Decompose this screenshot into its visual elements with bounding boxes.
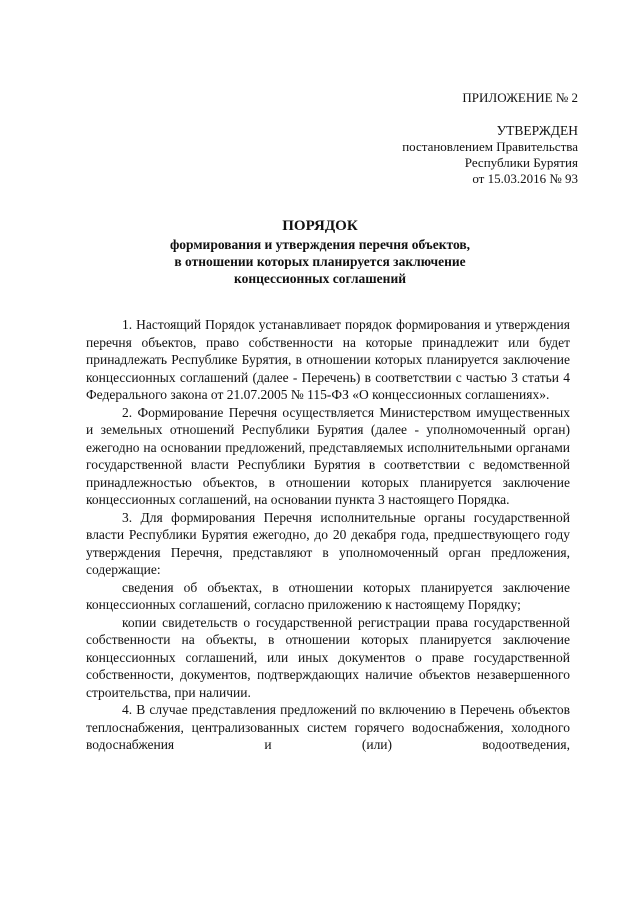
document-title bbox=[0, 218, 640, 287]
approval-stamp bbox=[402, 123, 578, 187]
title-line-3: концессионных соглашений bbox=[233, 271, 407, 286]
document-body bbox=[86, 316, 570, 754]
paragraph-4: сведения об объектах, в отношении которых планируется заключение концессионных соглашений, согласно приложению к настоящему Порядку; bbox=[86, 579, 570, 612]
paragraph-1: 1. Настоящий Порядок устанавливает порядок формирования и утверждения перечня объектов, право собственности на которые принадлежит или будет принадлежать Республике Бурятия, в отношении которых планируется заключение концессионных соглашений (далее - Перечень) в соответствии с частью 3 статьи 4 Федерального закона от 21.07.2005 № 115-ФЗ «О концессионных соглашениях». bbox=[86, 317, 570, 402]
approved-date: от 15.03.2016 № 93 bbox=[472, 171, 578, 186]
title-line-2: в отношении которых планируется заключение bbox=[174, 254, 466, 269]
paragraph-3: 3. Для формирования Перечня исполнительные органы государственной власти Республики Бурятия ежегодно, до 20 декабря года, предшествующего году утверждения Перечня, представляют в уполномоченный орган предложения, содержащие: bbox=[86, 509, 570, 577]
approved-label: УТВЕРЖДЕН bbox=[496, 123, 578, 138]
appendix-number: ПРИЛОЖЕНИЕ № 2 bbox=[462, 90, 578, 105]
paragraph-2: 2. Формирование Перечня осуществляется Министерством имущественных и земельных отношений Республики Бурятия (далее - уполномоченный орган) ежегодно на основании предложений, представляемых исполнительными органами государственной власти Республики Бурятия в соответствии с ведомственной принадлежностью объектов, в отношении которых планируется заключение концессионных соглашений, на основании пункта 3 настоящего Порядка. bbox=[86, 404, 570, 507]
approved-by-line-2: Республики Бурятия bbox=[464, 155, 578, 170]
approved-by-line-1: постановлением Правительства bbox=[402, 139, 578, 154]
paragraph-5: копии свидетельств о государственной регистрации права государственной собственности на объекты, в отношении которых планируется заключение концессионных соглашений, или иных документов о праве государственной собственности, документов, подтверждающих наличие объектов незавершенного строительства, при наличии. bbox=[86, 614, 570, 700]
title-main: ПОРЯДОК bbox=[282, 218, 358, 234]
paragraph-6: 4. В случае представления предложений по включению в Перечень объектов теплоснабжения, централизованных систем горячего водоснабжения, холодного водоснабжения и (или) водоотведения, bbox=[86, 702, 570, 752]
title-line-1: формирования и утверждения перечня объектов, bbox=[169, 237, 471, 252]
